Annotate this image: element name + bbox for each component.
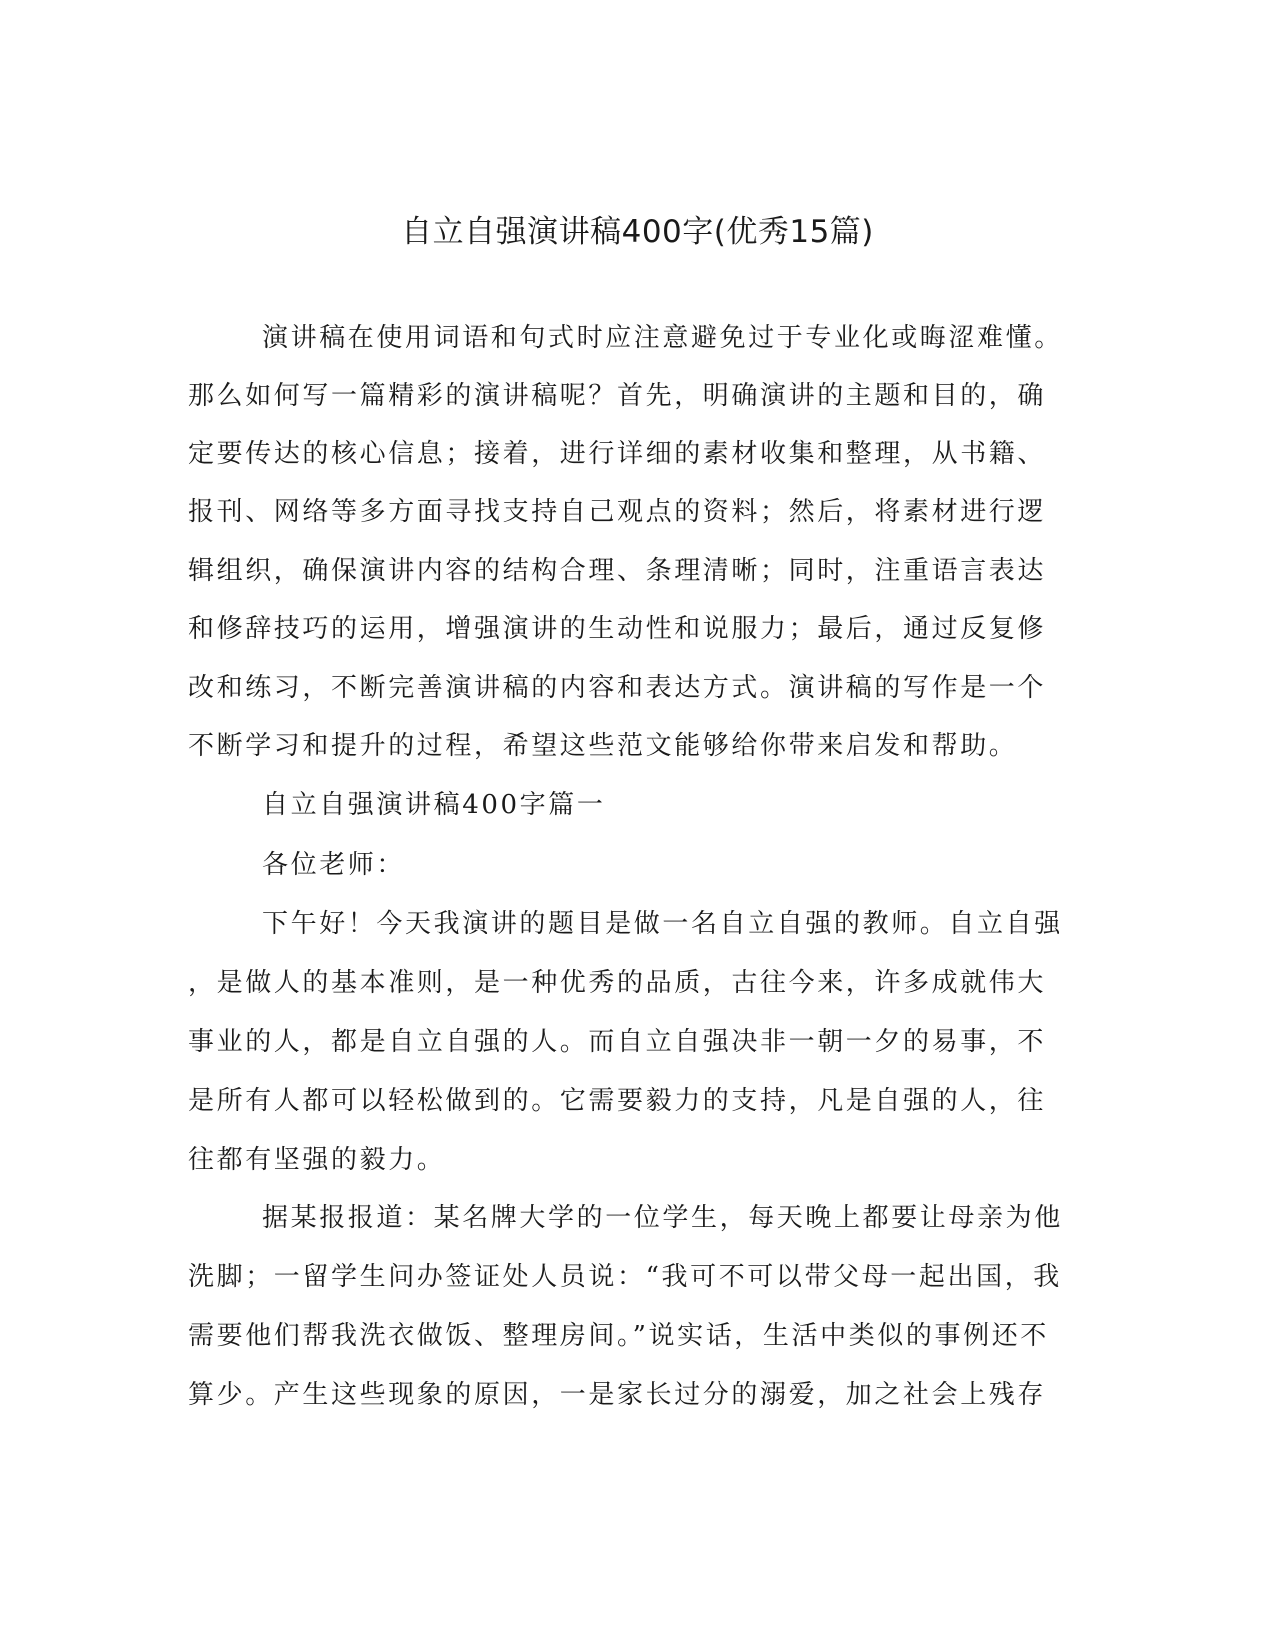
body-line: 是所有人都可以轻松做到的。它需要毅力的支持，凡是自强的人，往 xyxy=(188,1086,1047,1116)
body-line: 算少。产生这些现象的原因，一是家长过分的溺爱，加之社会上残存 xyxy=(188,1380,1047,1410)
body-line: 不断学习和提升的过程，希望这些范文能够给你带来启发和帮助。 xyxy=(188,731,1018,761)
section-heading: 自立自强演讲稿400字篇一 xyxy=(262,790,606,820)
body-line: ，是做人的基本准则，是一种优秀的品质，古往今来，许多成就伟大 xyxy=(188,968,1047,998)
body-line: 报刊、网络等多方面寻找支持自己观点的资料；然后，将素材进行逻 xyxy=(188,497,1047,527)
body-line: 洗脚；一留学生问办签证处人员说：“我可不可以带父母一起出国，我 xyxy=(188,1262,1062,1292)
body-line: 演讲稿在使用词语和句式时应注意避免过于专业化或晦涩难懂。 xyxy=(262,323,1063,353)
document-title: 自立自强演讲稿400字(优秀15篇) xyxy=(401,214,874,250)
body-line: 事业的人，都是自立自强的人。而自立自强决非一朝一夕的易事，不 xyxy=(188,1027,1047,1057)
body-line: 和修辞技巧的运用，增强演讲的生动性和说服力；最后，通过反复修 xyxy=(188,614,1047,644)
body-line: 那么如何写一篇精彩的演讲稿呢？首先，明确演讲的主题和目的，确 xyxy=(188,381,1047,411)
body-line: 改和练习，不断完善演讲稿的内容和表达方式。演讲稿的写作是一个 xyxy=(188,673,1047,703)
body-line: 下午好！今天我演讲的题目是做一名自立自强的教师。自立自强 xyxy=(262,909,1063,939)
body-line: 需要他们帮我洗衣做饭、整理房间。”说实话，生活中类似的事例还不 xyxy=(188,1321,1049,1351)
body-line: 往都有坚强的毅力。 xyxy=(188,1145,446,1175)
body-line: 定要传达的核心信息；接着，进行详细的素材收集和整理，从书籍、 xyxy=(188,439,1047,469)
body-line: 辑组织，确保演讲内容的结构合理、条理清晰；同时，注重语言表达 xyxy=(188,556,1047,586)
body-line: 据某报报道：某名牌大学的一位学生，每天晚上都要让母亲为他 xyxy=(262,1203,1063,1233)
salutation: 各位老师： xyxy=(262,850,406,880)
